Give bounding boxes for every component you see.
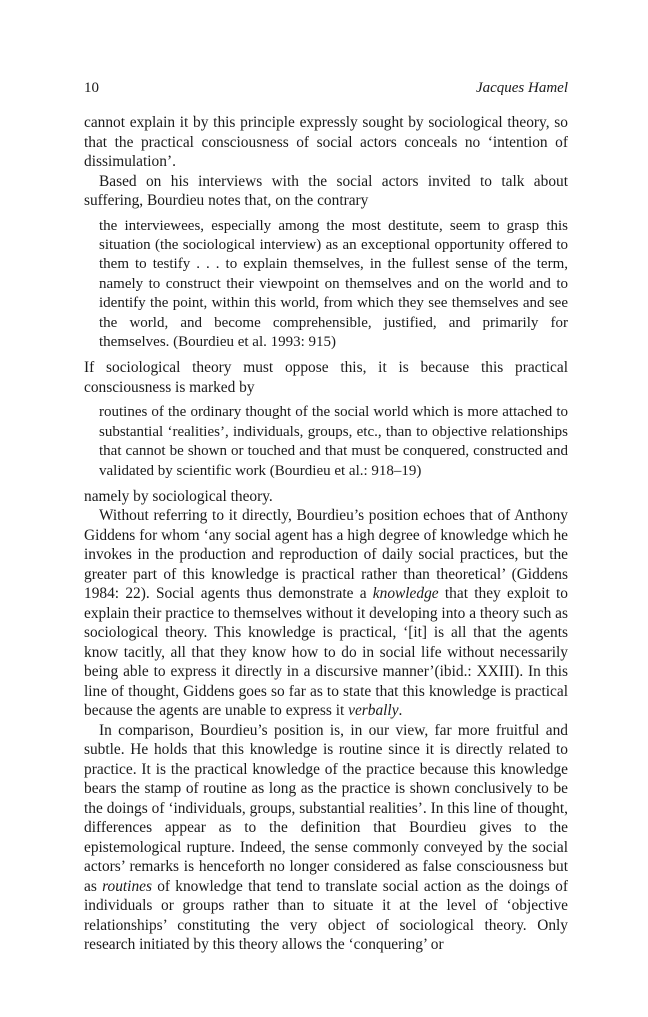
paragraph-5 [84,506,568,721]
paragraph-5-part-b: that they exploit to explain their practice to themselves without it developing into a theory such as sociological theory. This knowledge is practical, ‘[it] is all that the agents know tacitly, all that they know how to do in social life without necessarily being able to express it directly in a discursive manner’(ibid.: XXIII). In this line of thought, Giddens goes so far as to state that this knowledge is practical because the agents are unable to express it [84,585,568,720]
paragraph-5-part-c: . [398,702,403,720]
block-quote-2-text: routines of the ordinary thought of the social world which is more attached to substantial ‘realities’, individuals, groups, etc., than to objective relationships that cannot be shown or touched and that must be conquered, constructed and validated by scientific work (Bourdieu et al.: 918–19) [99,404,568,479]
page-number: 10 [84,80,99,96]
block-quote-1 [99,217,568,353]
block-quote-2 [99,403,568,481]
running-head: Jacques Hamel [475,80,568,96]
paragraph-1: cannot explain it by this principle expressly sought by sociological theory, so that the practical consciousness of social actors conceals no ‘intention of dissimulation’. [84,114,568,170]
page [84,77,568,955]
paragraph-6-part-a: In comparison, Bourdieu’s position is, in our view, far more fruitful and subtle. He holds that this knowledge is routine since it is directly related to practice. It is the practical knowledge of the practice because this knowledge bears the stamp of routine as long as the practice is shown conclusively to be the doings of ‘individuals, groups, substantial realities’. In this line of thought, differences appear as to the definition that Bourdieu gives to the epistemological rupture. Indeed, the sense commonly conveyed by the social actors’ remarks is henceforth no longer considered as false consciousness but as [84,721,568,895]
paragraph-4: namely by sociological theory. [84,487,273,505]
body-text [84,113,568,955]
paragraph-5-part-a: Without referring to it directly, Bourdieu’s position echoes that of Anthony Giddens for whom ‘any social agent has a high degree of knowledge which he invokes in the production and reproduction of daily social practices, but the greater part of this knowledge is practical rather than theoretical’ (Giddens 1984: 22). Social agents thus demonstrate a [84,507,568,603]
block-quote-1-text: the interviewees, especially among the most destitute, seem to grasp this situation (the sociological interview) as an exceptional opportunity offered to them to testify . . . to explain themselves, in the fullest sense of the term, namely to construct their viewpoint on themselves and on the world and to identify the point, within this world, from which they see themselves and see the world, and become comprehensible, justified, and primarily for themselves. (Bourdieu et al. 1993: 915) [99,217,568,350]
page-header [84,77,568,99]
emphasis-knowledge: knowledge [372,585,439,603]
paragraph-6 [84,721,568,955]
emphasis-routines: routines [102,877,152,895]
paragraph-2: Based on his interviews with the social actors invited to talk about suffering, Bourdieu notes that, on the contrary [84,172,568,209]
paragraph-3: If sociological theory must oppose this, it is because this practical consciousness is marked by [84,359,568,396]
emphasis-verbally: verbally [348,702,399,720]
paragraph-6-part-b: of knowledge that tend to translate social action as the doings of individuals or groups rather than to situate it at the level of ‘objective relationships’ constituting the very object of sociological theory. Only research initiated by this theory allows the ‘conquering’ or [84,877,568,954]
